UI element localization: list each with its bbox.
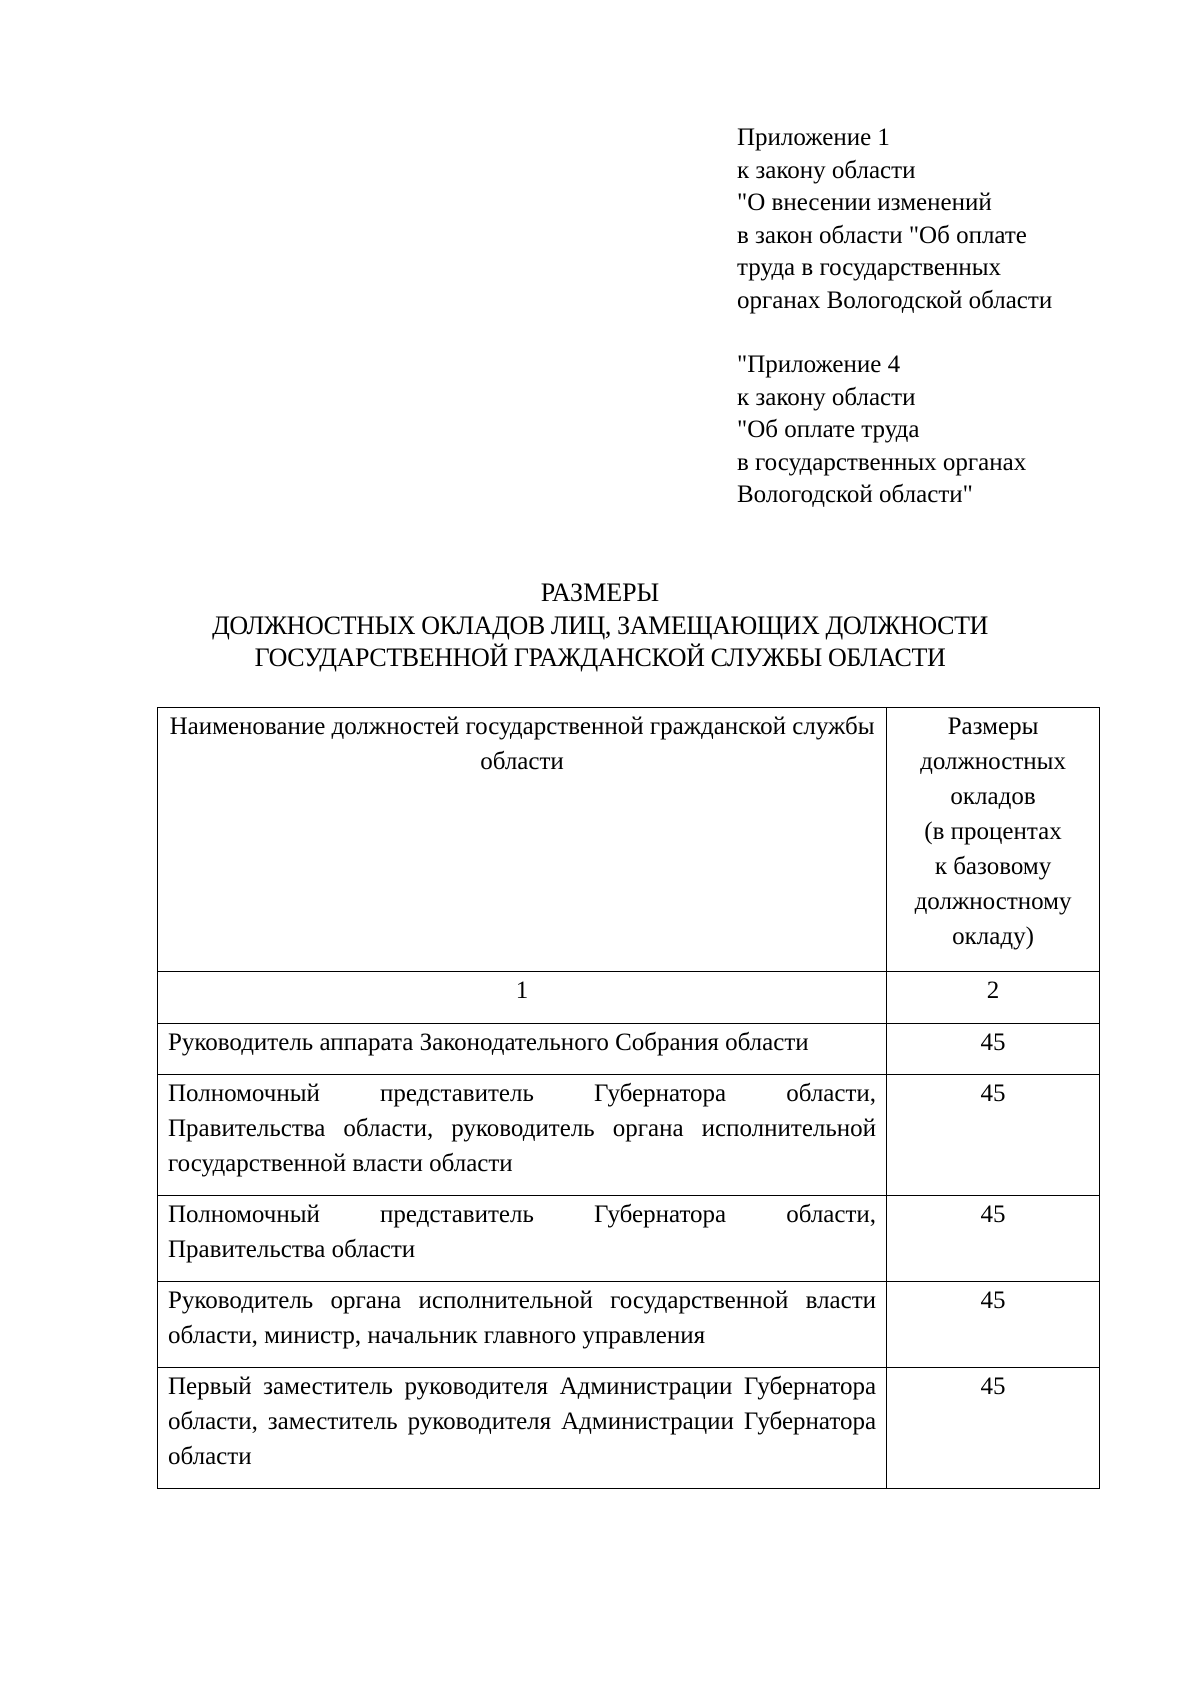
table-row (158, 1282, 1100, 1368)
column-number-2: 2 (887, 972, 1100, 1024)
table-row (158, 1368, 1100, 1489)
title-line: ГОСУДАРСТВЕННОЙ ГРАЖДАНСКОЙ СЛУЖБЫ ОБЛАСТИ (254, 643, 946, 672)
column-number-row (158, 972, 1100, 1024)
position-name-cell: Руководитель аппарата Законодательного Собрания области (158, 1024, 887, 1075)
appendix-4-line: к закону области (737, 383, 916, 411)
appendix-4-line: Вологодской области" (737, 481, 973, 508)
appendix-4-line: в государственных органах (737, 448, 1027, 476)
header-salary-line: должностному (914, 888, 1072, 915)
header-salary-line: Размеры (947, 713, 1039, 740)
table-row (158, 1024, 1100, 1075)
salary-value-cell: 45 (887, 1282, 1100, 1368)
appendix-1-line: к закону области (737, 156, 916, 184)
title-line: ДОЛЖНОСТНЫХ ОКЛАДОВ ЛИЦ, ЗАМЕЩАЮЩИХ ДОЛЖНОСТИ (212, 610, 988, 640)
salary-table (157, 707, 1100, 1489)
appendix-1-line: органах Вологодской области (737, 286, 1053, 314)
salary-value-cell: 45 (887, 1075, 1100, 1196)
position-name-cell: Руководитель органа исполнительной государственной власти области, министр, начальник главного управления (158, 1282, 887, 1368)
appendix-4-reference (737, 349, 1177, 512)
title-line: РАЗМЕРЫ (540, 578, 660, 607)
header-salary-line: к базовому (934, 853, 1052, 880)
position-name-cell: Полномочный представитель Губернатора области, Правительства области (158, 1196, 887, 1282)
appendix-1-line: "О внесении изменений (737, 189, 992, 216)
table-header-row (158, 708, 1100, 972)
position-name-cell: Первый заместитель руководителя Администрации Губернатора области, заместитель руководителя Администрации Губернатора области (158, 1368, 887, 1489)
header-salary-line: должностных (920, 748, 1066, 775)
header-salary-size (887, 708, 1100, 972)
appendix-1-reference (737, 122, 1177, 317)
position-name-cell: Полномочный представитель Губернатора области, Правительства области, руководитель органа исполнительной государственной власти области (158, 1075, 887, 1196)
salary-value-cell: 45 (887, 1368, 1100, 1489)
table-row (158, 1196, 1100, 1282)
appendix-1-line: Приложение 1 (737, 124, 890, 151)
salary-value-cell: 45 (887, 1024, 1100, 1075)
document-title (0, 577, 1200, 675)
salary-value-cell: 45 (887, 1196, 1100, 1282)
header-position-name: Наименование должностей государственной гражданской службы области (158, 708, 887, 972)
appendix-4-line: "Приложение 4 (737, 351, 901, 378)
header-salary-line: (в процентах (924, 818, 1062, 845)
appendix-4-line: "Об оплате труда (737, 416, 920, 443)
table-row (158, 1075, 1100, 1196)
appendix-1-line: труда в государственных (737, 254, 1002, 281)
header-salary-line: окладов (950, 783, 1036, 810)
appendix-1-line: в закон области "Об оплате (737, 221, 1027, 249)
column-number-1: 1 (158, 972, 887, 1024)
header-salary-line: окладу) (952, 923, 1034, 950)
